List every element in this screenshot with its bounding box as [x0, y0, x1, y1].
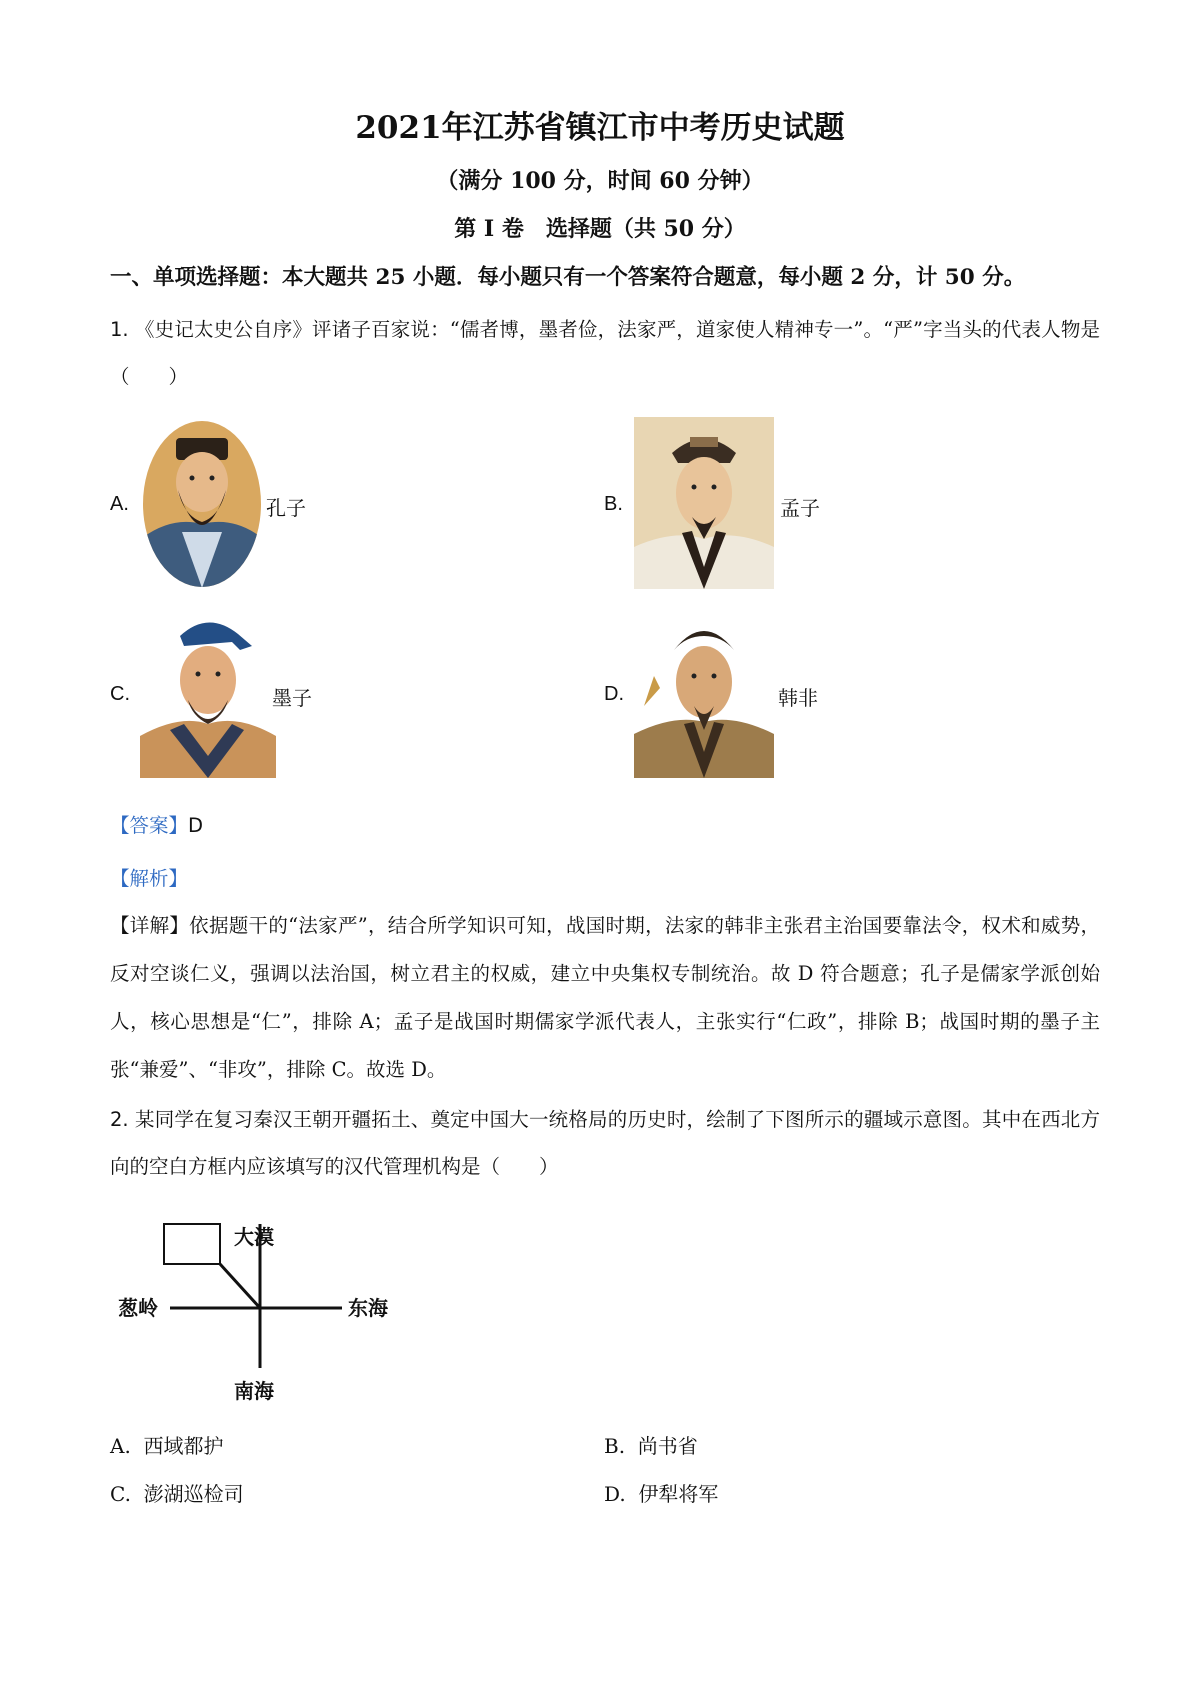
q1-detail-paragraph — [110, 902, 1100, 1094]
northwest-connector — [220, 1264, 260, 1308]
label-north: 大漠 — [234, 1225, 274, 1249]
answer-label: 【答案】 — [110, 814, 189, 837]
q1-answer — [110, 810, 203, 838]
confucius-portrait-icon — [142, 420, 262, 588]
label-west: 葱岭 — [118, 1296, 158, 1320]
score-time-note: （满分 100 分，时间 60 分钟） — [436, 168, 764, 194]
q2-option-c — [110, 1478, 244, 1507]
q2-option-b-letter: B. — [604, 1434, 626, 1458]
question-1-stem — [110, 306, 1100, 400]
label-south: 南海 — [234, 1379, 274, 1403]
q1-option-c-name: 墨子 — [272, 686, 312, 710]
q1-option-c-letter: C. — [110, 683, 130, 705]
q2-option-a — [110, 1430, 224, 1459]
volume-heading: 第 I 卷 选择题（共 50 分） — [454, 216, 746, 242]
question-2-stem — [110, 1096, 1100, 1190]
q2-option-d-text: 伊犁将军 — [638, 1482, 719, 1506]
q1-option-d-name: 韩非 — [778, 686, 818, 710]
section-instructions: 一、单项选择题：本大题共 25 小题．每小题只有一个答案符合题意，每小题 2 分，计 50 分。 — [110, 265, 1026, 290]
q2-option-d — [604, 1478, 718, 1507]
q2-option-a-text: 西域都护 — [143, 1434, 224, 1458]
q2-option-a-letter: A. — [110, 1434, 131, 1458]
question-2-number: 2. — [110, 1108, 129, 1131]
q1-option-b-letter: B. — [604, 493, 623, 515]
blank-answer-box — [164, 1224, 220, 1264]
territory-diagram — [110, 1218, 410, 1404]
detail-text: 依据题干的“法家严”，结合所学知识可知，战国时期，法家的韩非主张君主治国要靠法令，权术和威势，反对空谈仁义，强调以法治国，树立君主的权威，建立中央集权专制统治。故 D 符合题意；孔子是儒家学派创始人，核心思想是“仁”，排除 A；孟子是战国时期儒家学派代表人，主张实行“仁政”，排除 B；战国时期的墨子主张“兼爱”、“非攻”，排除 C。故选 D。 — [110, 914, 1100, 1081]
q1-option-d-letter: D. — [604, 683, 624, 705]
mencius-portrait-icon — [634, 417, 774, 589]
question-1-text: 《史记太史公自序》评诸子百家说：“儒者博，墨者俭，法家严，道家使人精神专一”。“严”字当头的代表人物是（ ） — [110, 318, 1100, 388]
analysis-label: 【解析】 — [110, 867, 189, 890]
mozi-portrait-icon — [140, 606, 276, 778]
q2-option-c-letter: C. — [110, 1482, 131, 1506]
question-2-text: 某同学在复习秦汉王朝开疆拓土、奠定中国大一统格局的历史时，绘制了下图所示的疆域示意图。其中在西北方向的空白方框内应该填写的汉代管理机构是（ ） — [110, 1108, 1100, 1178]
q2-option-d-letter: D. — [604, 1482, 626, 1506]
detail-label: 【详解】 — [110, 914, 190, 937]
q1-option-a-name: 孔子 — [266, 496, 306, 520]
q1-option-a-letter: A. — [110, 493, 129, 515]
page-title: 2021年江苏省镇江市中考历史试题 — [355, 110, 845, 146]
q2-option-b-text: 尚书省 — [637, 1434, 698, 1458]
q1-option-b-name: 孟子 — [780, 496, 820, 520]
q2-option-b — [604, 1430, 698, 1459]
answer-value: D — [188, 814, 204, 837]
question-1-number: 1. — [110, 318, 129, 341]
label-east: 东海 — [348, 1296, 388, 1320]
q2-option-c-text: 澎湖巡检司 — [143, 1482, 244, 1506]
hanfei-portrait-icon — [634, 606, 774, 778]
